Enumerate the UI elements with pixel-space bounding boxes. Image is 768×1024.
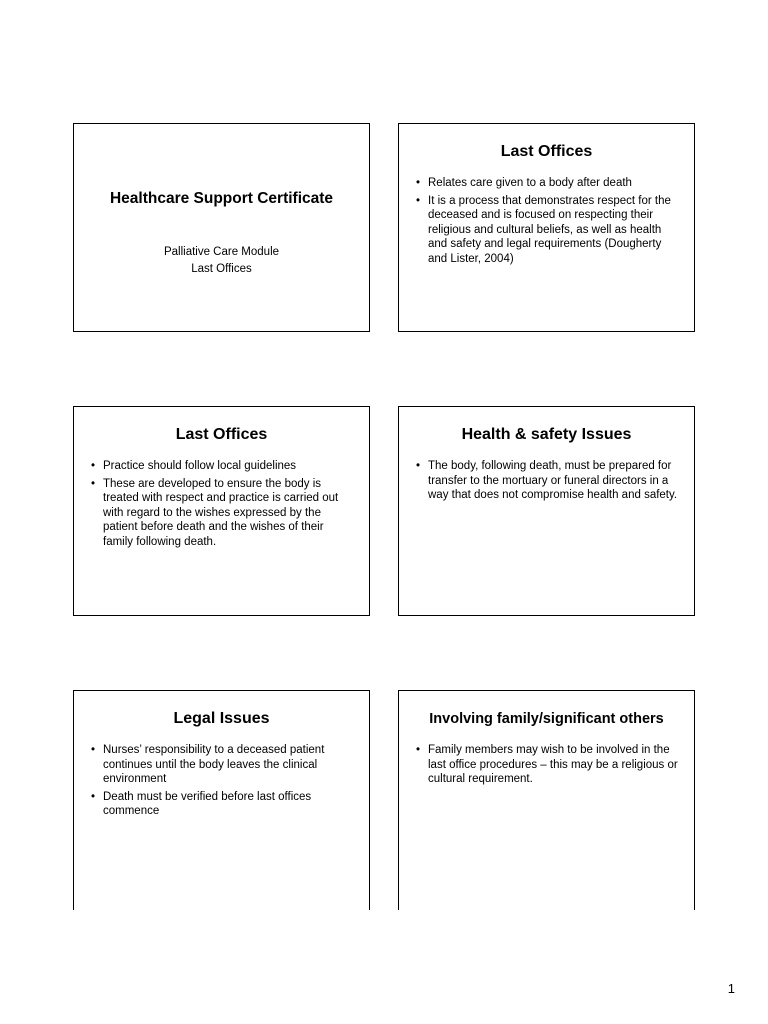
slide-3 — [73, 406, 370, 616]
bullet-icon: • — [91, 477, 96, 490]
bullet-item — [91, 790, 353, 819]
bullet-item — [91, 477, 353, 550]
slide-title: Last Offices — [175, 426, 268, 443]
slide-title: Last Offices — [500, 143, 593, 160]
bullet-icon: • — [91, 790, 96, 803]
slide-title: Involving family/significant others — [429, 711, 664, 727]
bullet-text: Relates care given to a body after death — [428, 177, 632, 189]
bullet-text: Nurses’ responsibility to a deceased patient continues until the body leaves the clinical environment — [103, 744, 325, 786]
page-number: 1 — [727, 981, 735, 996]
bullet-item — [91, 459, 353, 474]
bullet-item — [416, 743, 678, 787]
bullet-item — [416, 176, 678, 191]
bullet-list — [399, 459, 694, 503]
slide-title: Healthcare Support Certificate — [109, 190, 334, 207]
slide-1 — [73, 123, 370, 332]
slide-2 — [398, 123, 695, 332]
bullet-text: Practice should follow local guidelines — [103, 460, 297, 472]
bullet-item — [416, 459, 678, 503]
bullet-list — [399, 743, 694, 787]
bullet-text: These are developed to ensure the body is treated with respect and practice is carried out with regard to the wishes expressed by the patient before death and the wishes of their family following death. — [103, 477, 339, 548]
bullet-text: It is a process that demonstrates respect for the deceased and is focused on respecting their religious and cultural beliefs, as well as health and safety and legal requirements (Dougherty and Lister, 2004) — [428, 194, 671, 265]
bullet-item — [91, 743, 353, 787]
slide-subtitle-module: Palliative Care Module — [163, 246, 280, 258]
slide-6 — [398, 690, 695, 910]
bullet-icon: • — [416, 744, 421, 756]
slide-5 — [73, 690, 370, 910]
bullet-list — [74, 459, 369, 550]
bullet-item — [416, 194, 678, 267]
bullet-list — [399, 176, 694, 267]
bullet-icon: • — [416, 177, 421, 189]
bullet-text: Death must be verified before last offices commence — [103, 790, 312, 818]
slide-4 — [398, 406, 695, 616]
bullet-text: The body, following death, must be prepared for transfer to the mortuary or funeral directors in a way that does not compromise health and safety. — [428, 460, 678, 502]
bullet-list — [74, 743, 369, 819]
bullet-icon: • — [416, 194, 421, 207]
bullet-text: Family members may wish to be involved in the last office procedures – this may be a religious or cultural requirement. — [428, 744, 678, 786]
slide-title: Health & safety Issues — [461, 426, 632, 443]
bullet-icon: • — [416, 460, 421, 472]
slide-title: Legal Issues — [173, 710, 270, 727]
slide-subtitle-topic: Last Offices — [191, 263, 252, 275]
bullet-icon: • — [91, 744, 96, 756]
bullet-icon: • — [91, 460, 96, 472]
